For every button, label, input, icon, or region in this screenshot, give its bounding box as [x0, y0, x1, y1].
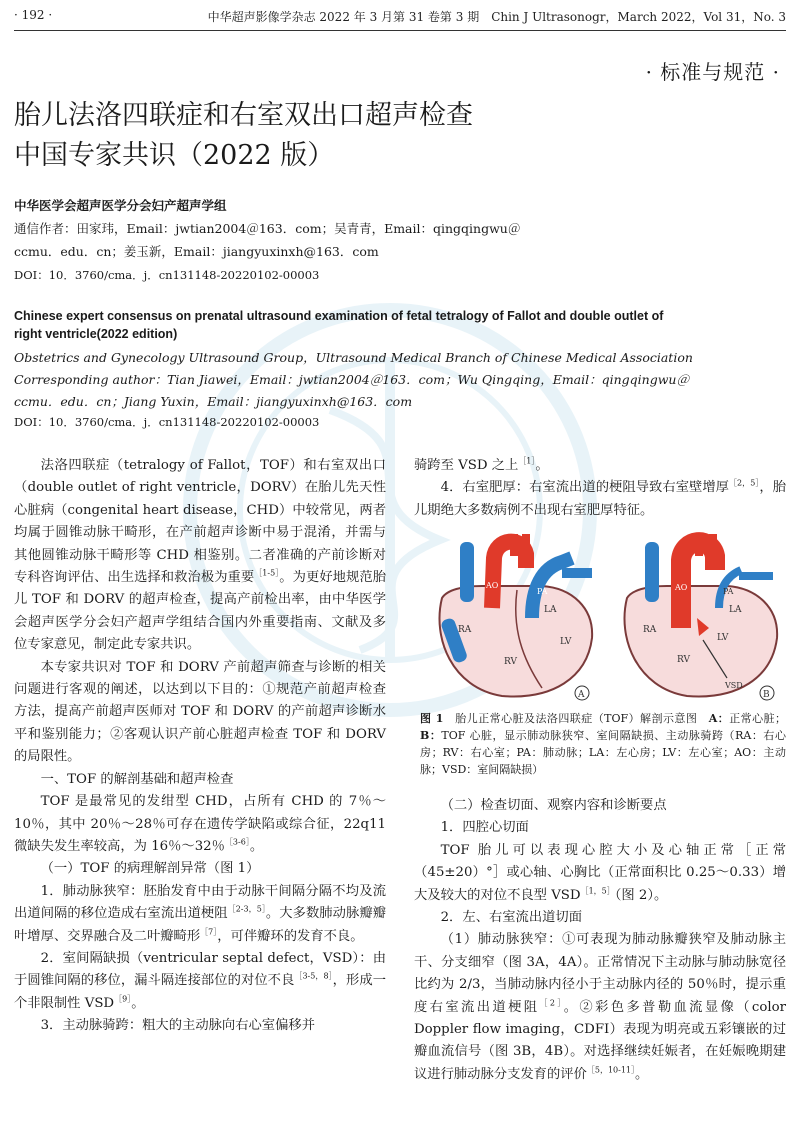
subsection-heading: （二）检查切面、观察内容和诊断要点 [440, 798, 667, 813]
svg-text:LA: LA [729, 605, 742, 615]
svg-text:AO: AO [675, 583, 688, 592]
paragraph: TOF 胎儿可以表现心腔大小及心轴正常［正常（45±20）°］或心轴、心胸比（正常面积比 0.25～0.33）增大及较大的对位不良型 $VSD^{[1,5]}$（图 2）。 [414, 842, 786, 903]
english-title: Chinese expert consensus on prenatal ultrasound examination of fetal tetralogy of Fallot and double outlet of right ventricle(2022 edition) [14, 309, 664, 341]
english-group: Obstetrics and Gynecology Ultrasound Group，Ultrasound Medical Branch of Chinese Medical Association [14, 350, 693, 365]
svg-text:RA: RA [458, 625, 472, 635]
figure-1-heart-diagram [422, 528, 784, 704]
right-column-top [414, 455, 786, 522]
left-column [14, 455, 386, 1038]
panel-a-normal-heart [440, 534, 593, 700]
right-column-bottom [414, 795, 786, 1086]
paragraph: 1．肺动脉狭窄：胚胎发育中由于动脉干间隔分隔不均及流出道间隔的移位造成右室流出道梗阻$^{[2-3,5]}$。大多数肺动脉瓣瓣叶增厚、交界融合及二叶瓣畸形$^{[7]}$，可伴瓣环的发育不良。 [14, 883, 387, 944]
paragraph: 本专家共识对 TOF 和 DORV 产前超声筛查与诊断的相关问题进行客观的阐述，以达到以下目的：①规范产前超声检查方法，提高产前超声医师对 TOF 和 DORV 的产前超声诊断水平和鉴别能力；②客观认识产前心脏超声检查 TOF 和 DORV 的局限性。 [14, 659, 386, 765]
english-author-2: ccmu．edu．cn；Jiang Yuxin，Email：jiangyuxinxh@163．com [14, 394, 413, 409]
svg-text:LV: LV [717, 633, 729, 643]
contact-line-2: ccmu．edu．cn；姜玉新，Email：jiangyuxinxh@163．com [14, 244, 379, 259]
svg-text:AO: AO [486, 581, 499, 590]
page-number: · 192 · [14, 8, 53, 22]
svg-text:A: A [578, 690, 585, 700]
paragraph: 法洛四联症（tetralogy of Fallot，TOF）和右室双出口（double outlet of right ventricle，DORV）在胎儿先天性心脏病（congenital heart disease，CHD）中较常见，两者均属于圆锥动脉干畸形，在产前超声诊断中易于混淆，并需与其他圆锥动脉干畸形等 CHD 相鉴别。二者准确的产前诊断对专科咨询评估、出生选择和救治极为重要$^{[1-5]}$。为更好地规范胎儿 TOF 和 DORV 的超声检查，提高产前检出率，由中华医学会超声医学分会妇产超声学组结合国内外重要指南、文献及多位专家意见，制定此专家共识。 [14, 458, 387, 653]
panel-b-tof-heart [625, 534, 778, 700]
svg-text:PA: PA [537, 587, 548, 596]
doi-cn: DOI：10．3760/cma．j．cn131148-20220102-00003 [14, 268, 320, 282]
paragraph: 2．室间隔缺损（ventricular septal defect，VSD）：由于圆锥间隔的移位，漏斗隔连接部位的对位不良$^{[3-5,8]}$，形成一个非限制性 $VSD^{[9]}$。 [14, 950, 386, 1011]
section-heading: 一、TOF 的解剖基础和超声检查 [40, 771, 234, 787]
title-line-1: 胎儿法洛四联症和右室双出口超声检查 [14, 100, 473, 131]
svg-text:VSD: VSD [725, 681, 743, 690]
subsection-heading: 2．左、右室流出道切面 [440, 910, 583, 926]
svg-text:PA: PA [723, 587, 734, 596]
svg-text:LA: LA [544, 605, 557, 615]
paragraph: 4．右室肥厚：右室流出道的梗阻导致右室壁增厚$^{[2,5]}$，胎儿期绝大多数病例不出现右室肥厚特征。 [414, 478, 787, 518]
header-rule [14, 30, 786, 31]
english-author-1: Corresponding author：Tian Jiawei，Email：jwtian2004＠163．com；Wu Qingqing，Email：qingqingwu＠ [14, 372, 689, 387]
contact-line-1: 通信作者：田家玮，Email：jwtian2004＠163．com；吴青青，Email：qingqingwu＠ [14, 221, 521, 236]
subsection-heading: （一）TOF 的病理解剖异常（图 1） [40, 861, 260, 877]
paragraph: TOF 是最常见的发绀型 CHD，占所有 CHD 的 7％～10％，其中 20％～28％可存在遗传学缺陷或综合征，22q11 微缺失发生率较高，为 16％～32％$^{[3-6]}$。 [14, 794, 386, 854]
paragraph: 3．主动脉骑跨：粗大的主动脉向右心室偏移并 [40, 1018, 315, 1034]
svg-text:RV: RV [504, 657, 517, 667]
title-line-2: 中国专家共识（2022 版） [14, 140, 335, 171]
svg-text:RA: RA [643, 625, 657, 635]
figure-caption: 图 1 胎儿正常心脏及法洛四联症（TOF）解剖示意图 A：正常心脏；B：TOF 心脏，显示肺动脉狭窄、室间隔缺损、主动脉骑跨（RA：右心房；RV：右心室；PA：肺动脉；LA：左心房；LV：左心室；AO：主动脉；VSD：室间隔缺损） [420, 712, 786, 776]
section-tag: · 标准与规范 · [645, 60, 780, 84]
author-group: 中华医学会超声医学分会妇产超声学组 [14, 198, 227, 213]
doi-en: DOI：10．3760/cma．j．cn131148-20220102-00003 [14, 415, 320, 429]
svg-text:RV: RV [677, 655, 690, 665]
subsection-heading: 1．四腔心切面 [440, 820, 529, 836]
paragraph: 骑跨至 VSD 之上$^{[1]}$。 [414, 456, 549, 473]
paragraph: （1）肺动脉狭窄：①可表现为肺动脉瓣狭窄及肺动脉主干、分支细窄（图 3A，4A）。正常情况下主动脉与肺动脉宽径比约为 2/3，当肺动脉内径小于主动脉内径的 50％时，提示重度右室流出道梗阻$^{[2]}$。②彩色多普勒血流显像（color Doppler flow imaging，CDFI）表现为明亮或五彩镶嵌的过瓣血流信号（图 3B，4B）。对选择继续妊娠者，在妊娠晚期建议进行肺动脉分支发育的评价$^{[5,10-11]}$。 [414, 932, 786, 1082]
svg-text:LV: LV [560, 637, 572, 647]
svg-text:B: B [763, 690, 770, 700]
journal-header: 中华超声影像学杂志 2022 年 3 月第 31 卷第 3 期 Chin J Ultrasonogr，March 2022，Vol 31，No. 3 [207, 10, 786, 24]
